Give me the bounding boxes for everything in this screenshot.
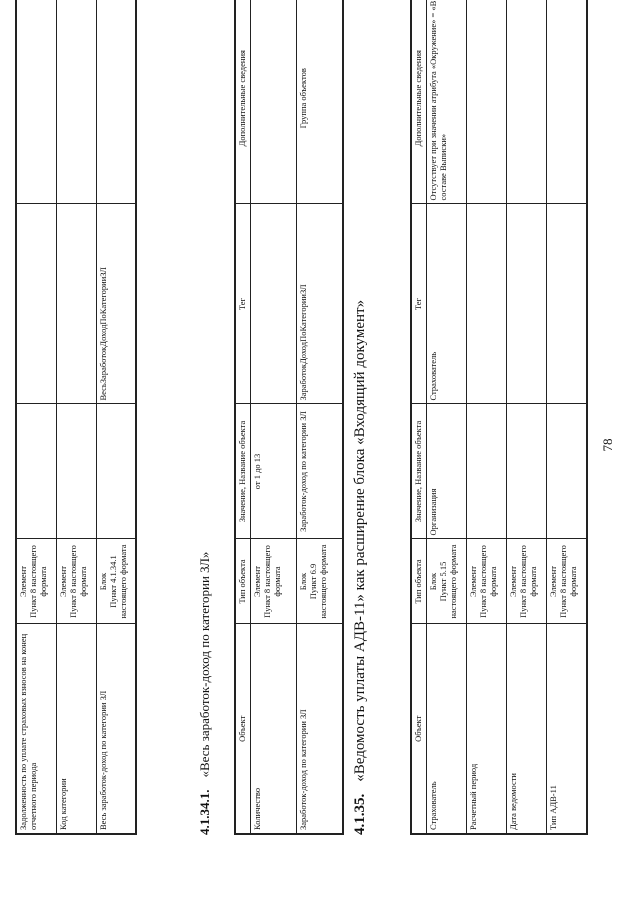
table-top	[15, 0, 137, 835]
cell-value: Организация	[427, 404, 467, 539]
cell-object: Весь заработок-доход по категории ЗЛ	[96, 624, 136, 834]
cell-info	[467, 0, 507, 204]
table-row	[96, 0, 136, 834]
cell-info	[96, 0, 136, 204]
cell-object: Задолженность по уплате страховых взносов на конец отчетного периода	[16, 624, 56, 834]
table-all-earnings	[234, 0, 344, 835]
page-number: 78	[600, 438, 615, 452]
cell-tag: ВесьЗаработокДоходПоКатегорииЗЛ	[96, 204, 136, 404]
table-header-row	[235, 0, 251, 834]
table-row	[56, 0, 96, 834]
cell-type: Элемент Пункт 8 настоящего формата	[16, 539, 56, 624]
cell-tag: ЗаработокДоходПоКатегорииЗЛ	[297, 204, 343, 404]
cell-value	[547, 404, 587, 539]
header-tag: Тег	[411, 204, 427, 404]
cell-value	[467, 404, 507, 539]
table-adv11	[410, 0, 588, 835]
cell-tag	[56, 204, 96, 404]
table-row	[297, 0, 343, 834]
section-heading-2	[352, 300, 369, 835]
section-title: «Ведомость уплаты АДВ-11» как расширение блока «Входящий документ»	[352, 299, 368, 782]
cell-value	[507, 404, 547, 539]
cell-info	[16, 0, 56, 204]
cell-type: Блок Пункт 4.1.34.1 настоящего формата	[96, 539, 136, 624]
section-heading-1	[197, 552, 213, 835]
cell-type: Элемент Пункт 8 настоящего формата	[467, 539, 507, 624]
header-object: Объект	[411, 624, 427, 834]
cell-object: Расчетный период	[467, 624, 507, 834]
cell-type: Элемент Пункт 8 настоящего формата	[251, 539, 297, 624]
header-info: Дополнительные сведения	[411, 0, 427, 204]
table-row	[507, 0, 547, 834]
cell-type: Блок Пункт 5.15 настоящего формата	[427, 539, 467, 624]
cell-object: Страхователь	[427, 624, 467, 834]
cell-tag	[507, 204, 547, 404]
header-type: Тип объекта	[411, 539, 427, 624]
cell-tag	[547, 204, 587, 404]
table-row	[251, 0, 297, 834]
cell-info: Группа объектов	[297, 0, 343, 204]
section-number: 4.1.35.	[352, 793, 368, 835]
table-row	[427, 0, 467, 834]
cell-type: Элемент Пункт 8 настоящего формата	[547, 539, 587, 624]
header-info: Дополнительные сведения	[235, 0, 251, 204]
header-value: Значение, Название объекта	[235, 404, 251, 539]
header-type: Тип объекта	[235, 539, 251, 624]
table-row	[467, 0, 507, 834]
cell-tag	[16, 204, 56, 404]
cell-tag	[467, 204, 507, 404]
header-tag: Тег	[235, 204, 251, 404]
cell-object: Количество	[251, 624, 297, 834]
table-row	[16, 0, 56, 834]
header-value: Значение, Название объекта	[411, 404, 427, 539]
cell-type: Блок Пункт 6.9 настоящего формата	[297, 539, 343, 624]
cell-tag	[251, 204, 297, 404]
cell-object: Код категории	[56, 624, 96, 834]
cell-info	[251, 0, 297, 204]
table-header-row	[411, 0, 427, 834]
cell-tag: Страхователь	[427, 204, 467, 404]
cell-info	[547, 0, 587, 204]
cell-object: Дата ведомости	[507, 624, 547, 834]
header-object: Объект	[235, 624, 251, 834]
cell-info: Отсутствует при значении атрибута «Окружение» = «В составе Выписки»	[427, 0, 467, 204]
table-row	[547, 0, 587, 834]
cell-info	[507, 0, 547, 204]
cell-object: Заработок-доход по категории ЗЛ	[297, 624, 343, 834]
cell-type: Элемент Пункт 8 настоящего формата	[507, 539, 547, 624]
cell-value: от 1 до 13	[251, 404, 297, 539]
cell-value: Заработок-доход по категории ЗЛ	[297, 404, 343, 539]
cell-info	[56, 0, 96, 204]
section-title: «Весь заработок-доход по категории ЗЛ»	[197, 551, 212, 778]
cell-value	[16, 404, 56, 539]
cell-type: Элемент Пункт 8 настоящего формата	[56, 539, 96, 624]
cell-value	[96, 404, 136, 539]
cell-value	[56, 404, 96, 539]
cell-object: Тип АДВ-11	[547, 624, 587, 834]
section-number: 4.1.34.1.	[197, 789, 212, 835]
